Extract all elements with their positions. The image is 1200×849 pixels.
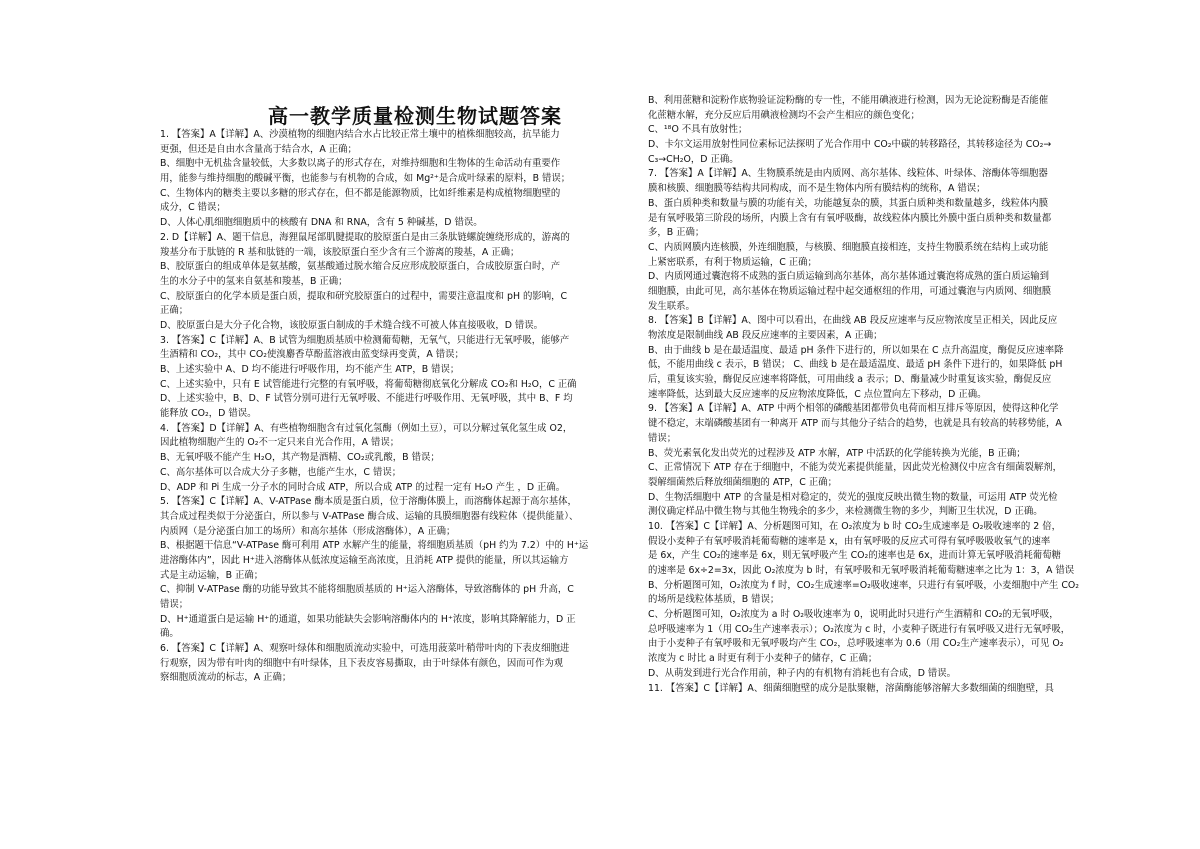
text-line: 10. 【答案】C【详解】A、分析题图可知，在 O₂浓度为 b 时 CO₂生成速率是 O₂吸收速率的 2 倍，	[648, 520, 1061, 532]
text-line: 键不稳定，末端磷酸基团有一种离开 ATP 而与其他分子结合的趋势，也就是具有较高的转移势能，A	[648, 418, 1062, 430]
text-line: B、由于曲线 b 是在最适温度、最适 pH 条件下进行的，所以如果在 C 点升高温度，酶促反应速率降	[648, 344, 1064, 356]
text-line: 确。	[160, 628, 179, 640]
text-line: B、利用蔗糖和淀粉作底物验证淀粉酶的专一性，不能用碘液进行检测，因为无论淀粉酶是否能催	[648, 95, 1049, 106]
left-column-text	[160, 128, 620, 686]
text-line: 察细胞质流动的标志，A 正确；	[160, 672, 292, 684]
text-line: 8. 【答案】B【详解】A、图中可以看出，在曲线 AB 段反应速率与反应物浓度呈正相关，因此反应	[648, 315, 1058, 327]
text-line: 正确；	[160, 305, 189, 317]
text-line: 浓度为 c 时比 a 时更有利于小麦种子的储存，C 正确；	[648, 653, 878, 665]
text-line: 9. 【答案】A【详解】A、ATP 中两个相邻的磷酸基团都带负电荷而相互排斥等原因，使得这种化学	[648, 403, 1059, 415]
text-line: 是 6x，产生 CO₂的速率是 6x，则无氧呼吸产生 CO₂的速率也是 6x，进而计算无氧呼吸消耗葡萄糖	[648, 550, 1061, 562]
text-line: 化蔗糖水解，充分反应后用碘液检测均不会产生相应的颜色变化；	[648, 109, 920, 121]
text-line: B、蛋白质种类和数量与膜的功能有关，功能越复杂的膜，其蛋白质种类和数量越多，线粒体内膜	[648, 197, 1049, 209]
text-line: 6. 【答案】C【详解】A、观察叶绿体和细胞质流动实验中，可选用菠菜叶稍带叶肉的下表皮细胞进	[160, 643, 570, 655]
text-line: B、分析题图可知，O₂浓度为 f 时，CO₂生成速率=O₂吸收速率，只进行有氧呼吸，小麦细胞中产生 CO₂	[648, 579, 1080, 591]
text-line: 4. 【答案】D【详解】A、有些植物细胞含有过氧化氢酶（例如土豆），可以分解过氧化氢生成 O2，	[160, 422, 573, 434]
text-line: 错误；	[648, 432, 677, 444]
text-line: 因此植物细胞产生的 O₂不一定只来自光合作用，A 错误；	[160, 437, 400, 449]
text-line: 假设小麦种子有氧呼吸消耗葡萄糖的速率是 x，由有氧呼吸的反应式可得有氧呼吸吸收氧气的速率	[648, 535, 1051, 547]
text-line: 进溶酶体内”，因此 H⁺进入溶酶体从低浓度运输至高浓度，且消耗 ATP 提供的能量，所以其运输方	[160, 554, 569, 566]
text-line: D、从萌发到进行光合作用前，种子内的有机物有消耗也有合成，D 错误。	[648, 667, 957, 679]
text-line: 上紧密联系，有利于物质运输，C 正确；	[648, 256, 817, 268]
text-line: 低，不能用曲线 c 表示，B 错误； C、曲线 b 是在最适温度、最适 pH 条件下进行的，如果降低 pH	[648, 359, 1063, 371]
text-line: 裂解细菌然后释放细菌细胞的 ATP，C 正确；	[648, 476, 837, 488]
text-line: 发生联系。	[648, 300, 695, 312]
text-line: 11. 【答案】C【详解】A、细菌细胞壁的成分是肽聚糖，溶菌酶能够溶解大多数细菌的细胞壁，具	[648, 682, 1054, 694]
text-line: 能释放 CO₂，D 错误。	[160, 408, 257, 420]
text-line: 错误；	[160, 599, 189, 610]
text-line: C、抑制 V-ATPase 酶的功能导致其不能将细胞质基质的 H⁺运入溶酶体，导致溶酶体的 pH 升高，C	[160, 584, 574, 596]
text-line: D、ADP 和 Pi 生成一分子水的同时合成 ATP，所以合成 ATP 的过程一定有 H₂O 产生 ，D 正确。	[160, 481, 566, 493]
text-line: D、生物活细胞中 ATP 的含量是相对稳定的，荧光的强度反映出微生物的数量，可运用 ATP 荧光检	[648, 491, 1058, 503]
text-line: D、胶原蛋白是大分子化合物，该胶原蛋白制成的手术缝合线不可被人体直接吸收，D 错误。	[160, 319, 544, 331]
text-line: B、荧光素氧化发出荧光的过程涉及 ATP 水解，ATP 中活跃的化学能转换为光能，B 正确；	[648, 447, 1026, 459]
text-line: B、细胞中无机盐含量较低，大多数以离子的形式存在，对维持细胞和生物体的生命活动有重要作	[160, 158, 561, 170]
text-line: 内质网（是分泌蛋白加工的场所）和高尔基体（形成溶酶体），A 正确；	[160, 525, 456, 537]
text-line: D、内质网通过囊泡将不成熟的蛋白质运输到高尔基体，高尔基体通过囊泡将成熟的蛋白质运输到	[648, 271, 1049, 283]
text-line: B、根据题干信息“V-ATPase 酶可利用 ATP 水解产生的能量，将细胞质基质（pH 约为 7.2）中的 H⁺运	[160, 540, 589, 552]
text-line: 生的水分子中的氢来自氨基和羧基，B 正确；	[160, 275, 348, 287]
text-line: 行观察，因为带有叶肉的细胞中有叶绿体，且下表皮容易撕取，由于叶绿体有颜色，因而可作为观	[160, 657, 564, 669]
text-line: 是有氧呼吸第三阶段的场所，内膜上含有有氧呼吸酶，故线粒体内膜比外膜中蛋白质种类和数量都	[648, 212, 1052, 224]
text-line: 的速率是 6x÷2=3x，因此 O₂浓度为 b 时，有氧呼吸和无氧呼吸消耗葡萄糖速率之比为 1：3，A 错误	[648, 565, 1075, 576]
text-line: D、上述实验中，B、D、F 试管分别可进行无氧呼吸、不能进行呼吸作用、无氧呼吸，其中 B、F 均	[160, 393, 573, 405]
text-line: C₃→CH₂O，D 正确。	[648, 153, 739, 165]
text-line: C、高尔基体可以合成大分子多糖，也能产生水，C 错误；	[160, 466, 402, 478]
text-line: C、¹⁸O 不具有放射性；	[648, 124, 748, 136]
text-line: 式是主动运输，B 正确；	[160, 569, 264, 581]
text-line: 由于小麦种子有氧呼吸和无氧呼吸均产生 CO₂，总呼吸速率为 0.6（用 CO₂生产速率表示），可见 O₂	[648, 638, 1064, 650]
text-line: B、无氧呼吸不能产生 H₂O，其产物是酒精、CO₂或乳酸，B 错误；	[160, 452, 440, 464]
text-line: 其合成过程类似于分泌蛋白，所以参与 V-ATPase 酶合成、运输的具膜细胞器有线粒体（提供能量）、	[160, 510, 579, 522]
text-line: 7. 【答案】A【详解】A、生物膜系统是由内质网、高尔基体、线粒体、叶绿体、溶酶体等细胞器	[648, 168, 1048, 180]
text-line: 速率降低，达到最大反应速率的反应物浓度降低，C 点位置向左下移动，D 正确。	[648, 388, 987, 400]
text-line: 总呼吸速率为 1（用 CO₂生产速率表示）；O₂浓度为 c 时，小麦种子既进行有氧呼吸又进行无氧呼吸，	[648, 623, 1071, 635]
text-line: 2. D【详解】A、题干信息，海狸鼠尾部肌腱提取的胶原蛋白是由三条肽链螺旋缠绕形成的，游离的	[160, 231, 570, 243]
text-line: 3. 【答案】C【详解】A、B 试管为细胞质基质中检测葡萄糖，无氧气，只能进行无氧呼吸，能够产	[160, 334, 570, 346]
right-column-text	[648, 94, 1108, 696]
text-line: C、正常情况下 ATP 存在于细胞中，不能为荧光素提供能量，因此荧光检测仪中应含有细菌裂解剂，	[648, 462, 1062, 474]
text-line: D、卡尔文运用放射性同位素标记法探明了光合作用中 CO₂中碳的转移路径，其转移途径为 CO₂→	[648, 139, 1052, 151]
text-line: B、上述实验中 A、D 均不能进行呼吸作用，均不能产生 ATP，B 错误；	[160, 364, 460, 375]
text-line: 膜和核膜、细胞膜等结构共同构成，而不是生物体内所有膜结构的统称，A 错误；	[648, 183, 986, 195]
text-line: 多，B 正确；	[648, 227, 705, 239]
text-line: 羧基分布于肽链的 R 基和肽链的一端，该胶原蛋白至少含有三个游离的羧基，A 正确；	[160, 246, 520, 258]
text-line: 成分，C 错误；	[160, 202, 226, 214]
text-line: B、胶原蛋白的组成单体是氨基酸，氨基酸通过脱水缩合反应形成胶原蛋白，合成胶原蛋白时，产	[160, 261, 561, 273]
text-line: D、人体心肌细胞细胞质中的核酸有 DNA 和 RNA，含有 5 种碱基，D 错误。	[160, 217, 483, 229]
text-line: 更强，但还是自由水含量高于结合水，A 正确；	[160, 143, 357, 155]
text-line: C、分析题图可知，O₂浓度为 a 时 O₂吸收速率为 0，说明此时只进行产生酒精和 CO₂的无氧呼吸，	[648, 609, 1059, 621]
text-line: C、胶原蛋白的化学本质是蛋白质，提取和研究胶原蛋白的过程中，需要注意温度和 pH 的影响，C	[160, 290, 568, 302]
text-line: 5. 【答案】C【详解】A、V-ATPase 酶本质是蛋白质，位于溶酶体膜上，而溶酶体起源于高尔基体，	[160, 496, 577, 508]
text-line: 的场所是线粒体基质，B 错误；	[648, 594, 780, 606]
text-line: C、生物体内的糖类主要以多糖的形式存在，但不都是能源物质，比如纤维素是构成植物细胞壁的	[160, 187, 561, 199]
text-line: 物浓度是限制曲线 AB 段反应速率的主要因素，A 正确；	[648, 330, 883, 341]
text-line: 生酒精和 CO₂，其中 CO₂使溴麝香草酚蓝溶液由蓝变绿再变黄，A 错误；	[160, 349, 464, 361]
text-line: C、上述实验中，只有 E 试管能进行完整的有氧呼吸，将葡萄糖彻底氧化分解成 CO₂和 H₂O，C 正确	[160, 378, 577, 390]
text-line: 细胞膜，由此可见，高尔基体在物质运输过程中起交通枢纽的作用，可通过囊泡与内质网、细胞膜	[648, 285, 1052, 297]
text-line: 1. 【答案】A【详解】A、沙漠植物的细胞内结合水占比较正常土壤中的植株细胞较高，抗旱能力	[160, 129, 560, 140]
text-line: 后，重复该实验，酶促反应速率将降低，可用曲线 a 表示；D、酶量减少时重复该实验，酶促反应	[648, 374, 1052, 386]
text-line: C、内质网膜内连核膜，外连细胞膜，与核膜、细胞膜直接相连，支持生物膜系统在结构上或功能	[648, 241, 1049, 253]
text-line: 用，能参与维持细胞的酸碱平衡，也能参与有机物的合成，如 Mg²⁺是合成叶绿素的原料，B 错误；	[160, 173, 571, 185]
text-line: D、H⁺通道蛋白是运输 H⁺的通道，如果功能缺失会影响溶酶体内的 H⁺浓度，影响其降解能力，D 正	[160, 613, 576, 625]
page-title: 高一教学质量检测生物试题答案	[268, 104, 562, 128]
text-line: 测仪确定样品中微生物与其他生物残余的多少，来检测微生物的多少，判断卫生状况，D 正确。	[648, 506, 1043, 518]
